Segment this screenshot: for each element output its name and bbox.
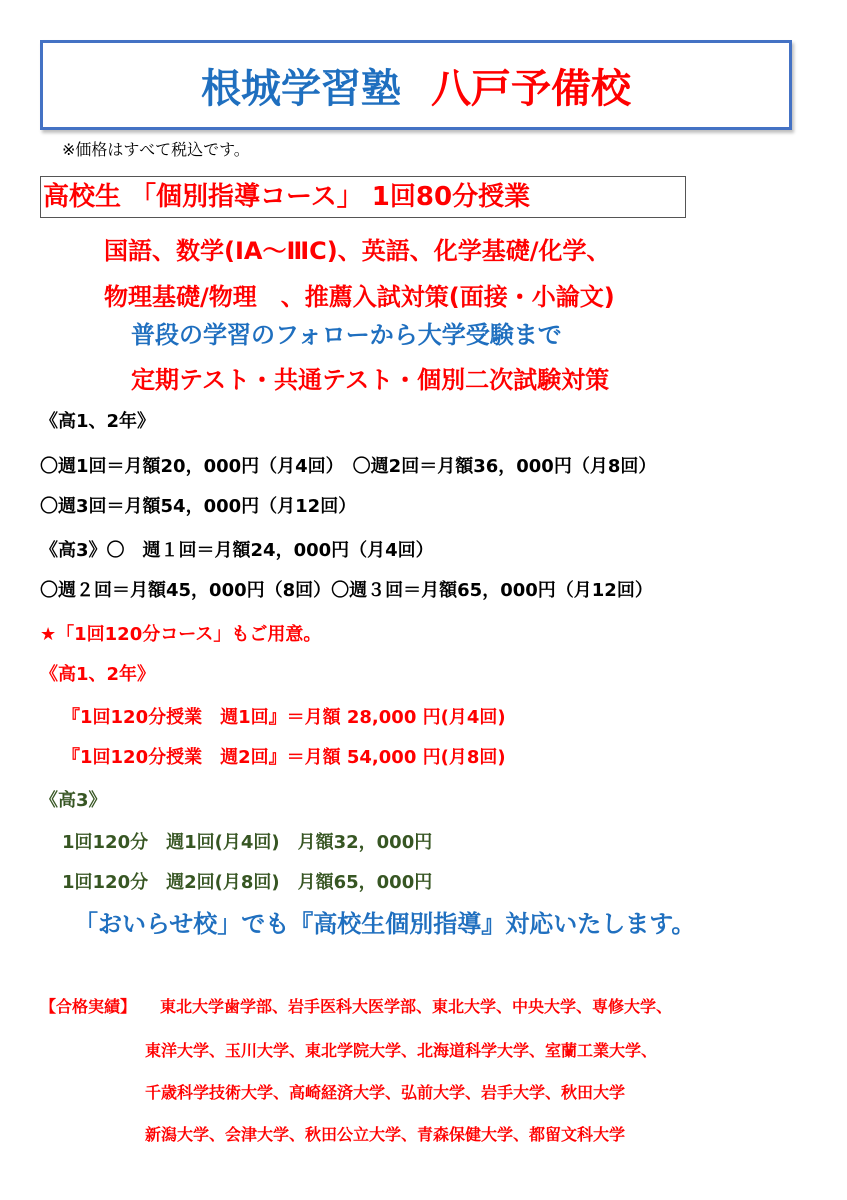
grade3-price-line-1: 《高3》〇 週１回＝月額24，000円（月4回） [40,540,434,561]
subjects-line-3: 普段の学習のフォローから大学受験まで [131,321,562,349]
course-title: 高校生 「個別指導コース」 1回80分授業 [40,176,686,218]
results-line-2: 東洋大学、玉川大学、東北学院大学、北海道科学大学、室蘭工業大学、 [145,1041,658,1060]
results-header: 【合格実績】 [40,997,137,1016]
subjects-line-4: 定期テスト・共通テスト・個別二次試験対策 [131,366,610,394]
course-120-grade12-header: 《高1、2年》 [40,664,156,685]
tax-note: ※価格はすべて税込です。 [62,140,250,159]
results-line-1: 東北大学歯学部、岩手医科大医学部、東北大学、中央大学、専修大学、 [160,997,673,1016]
results-line-3: 千歳科学技術大学、高崎経済大学、弘前大学、岩手大学、秋田大学 [145,1083,626,1102]
grade12-header: 《高1、2年》 [40,411,156,432]
grade12-price-line-2: 〇週3回＝月額54，000円（月12回） [40,496,357,517]
course-120-intro: ★「1回120分コース」もご用意。 [40,624,322,645]
title-banner [40,40,792,130]
course-120-grade3-line-1: 1回120分 週1回(月4回) 月額32，000円 [62,832,433,853]
course-120-grade12-line-2: 『1回120分授業 週2回』＝月額 54,000 円(月8回) [62,747,506,768]
grade12-price-line-1: 〇週1回＝月額20，000円（月4回） 〇週2回＝月額36，000円（月8回） [40,456,657,477]
subjects-line-2: 物理基礎/物理 、推薦入試対策(面接・小論文) [104,283,615,311]
course-120-grade12-line-1: 『1回120分授業 週1回』＝月額 28,000 円(月4回) [62,707,506,728]
branch-name: 八戸予備校 [431,65,631,112]
course-120-grade3-header: 《高3》 [40,790,107,811]
school-name: 根城学習塾 [201,65,401,112]
results-line-4: 新潟大学、会津大学、秋田公立大学、青森保健大学、都留文科大学 [145,1125,626,1144]
subjects-line-1: 国語、数学(ⅠA～ⅢC)、英語、化学基礎/化学、 [104,237,611,265]
oirase-branch-note: 「おいらせ校」でも『高校生個別指導』対応いたします。 [74,910,696,938]
course-120-grade3-line-2: 1回120分 週2回(月8回) 月額65，000円 [62,872,433,893]
grade3-price-line-2: 〇週２回＝月額45，000円（8回）〇週３回＝月額65，000円（月12回） [40,580,653,601]
